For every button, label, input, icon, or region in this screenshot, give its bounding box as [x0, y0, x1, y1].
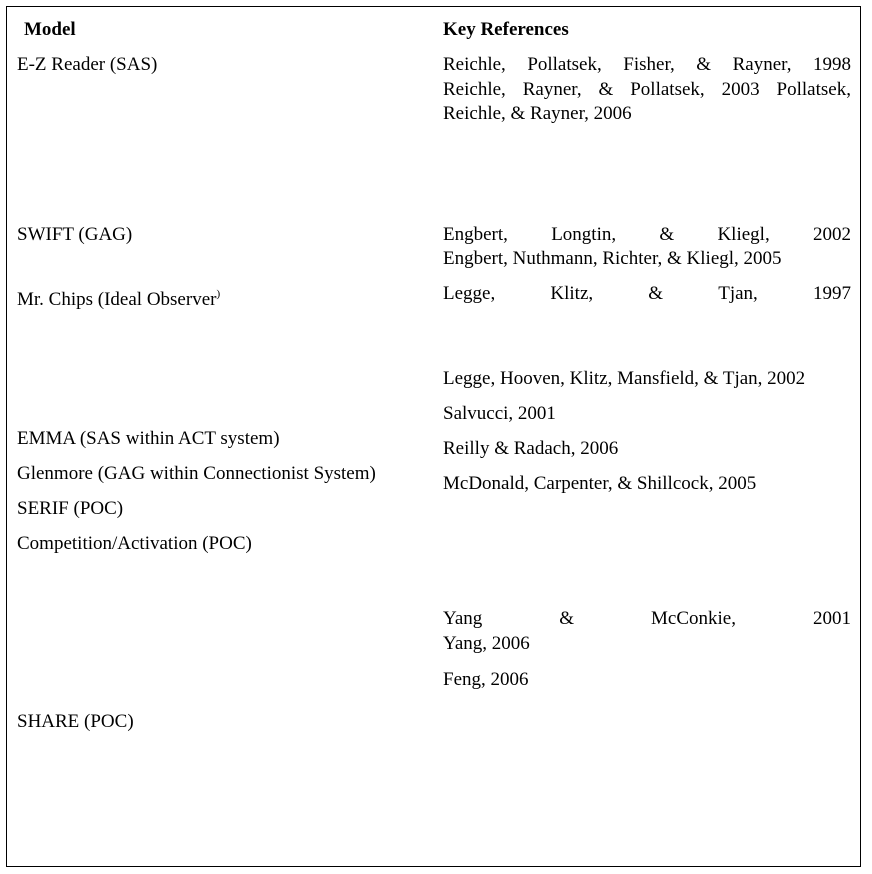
ref-ez-line-1: [443, 53, 851, 77]
reference-word: 2001: [812, 608, 851, 629]
ref-glenmore: Reilly & Radach, 2006: [443, 438, 619, 459]
reference-word: Pollatsek,: [527, 54, 602, 75]
reference-word: Klitz,: [550, 283, 594, 304]
model-emma: EMMA (SAS within ACT system): [17, 428, 280, 449]
reference-word: &: [598, 79, 614, 100]
reference-word: &: [648, 283, 664, 304]
model-serif: SERIF (POC): [17, 498, 124, 519]
ref-competition-line-2: Yang, 2006: [443, 633, 530, 654]
reference-word: &: [659, 224, 675, 245]
reference-word: &: [696, 54, 712, 75]
ref-ez-line-2: [443, 78, 851, 102]
model-mr-chips: [17, 282, 220, 312]
ref-emma: Salvucci, 2001: [443, 403, 556, 424]
reference-word: Engbert,: [443, 224, 508, 245]
reference-word: Longtin,: [551, 224, 617, 245]
reference-word: Kliegl,: [717, 224, 770, 245]
model-mr-chips-mark: ): [216, 288, 221, 300]
reference-word: 2002: [812, 224, 851, 245]
reference-word: &: [559, 608, 575, 629]
reference-word: McConkie,: [651, 608, 736, 629]
model-swift: SWIFT (GAG): [17, 224, 133, 245]
reference-word: Reichle,: [443, 79, 506, 100]
reference-word: Pollatsek,: [630, 79, 705, 100]
model-share: SHARE (POC): [17, 711, 134, 732]
reference-word: Fisher,: [623, 54, 675, 75]
reference-word: Legge,: [443, 283, 496, 304]
model-ez-reader: E-Z Reader (SAS): [17, 54, 158, 75]
ref-swift-line-1: [443, 223, 851, 247]
ref-ez-line-3: Reichle, & Rayner, 2006: [443, 103, 632, 124]
ref-chips-line-1: [443, 282, 851, 306]
ref-serif: McDonald, Carpenter, & Shillcock, 2005: [443, 473, 757, 494]
reference-word: 1997: [812, 283, 851, 304]
reference-word: 1998: [813, 54, 851, 75]
references-column-header: Key References: [443, 19, 569, 40]
ref-swift-line-2: Engbert, Nuthmann, Richter, & Kliegl, 2005: [443, 248, 782, 269]
reference-word: Pollatsek,: [776, 79, 851, 100]
ref-chips-line-2: Legge, Hooven, Klitz, Mansfield, & Tjan, 2002: [443, 368, 806, 389]
reference-word: Tjan,: [718, 283, 758, 304]
model-mr-chips-label: Mr. Chips (Ideal Observer: [17, 289, 217, 310]
model-column-header: Model: [24, 19, 76, 40]
reference-word: 2003: [721, 79, 760, 100]
ref-share: Feng, 2006: [443, 669, 529, 690]
reference-word: Reichle,: [443, 54, 506, 75]
reference-word: Rayner,: [732, 54, 792, 75]
reference-word: Rayner,: [522, 79, 582, 100]
ref-competition-line-1: [443, 607, 851, 631]
model-competition: Competition/Activation (POC): [17, 533, 252, 554]
model-glenmore: Glenmore (GAG within Connectionist System): [17, 463, 376, 484]
reference-word: Yang: [443, 608, 483, 629]
